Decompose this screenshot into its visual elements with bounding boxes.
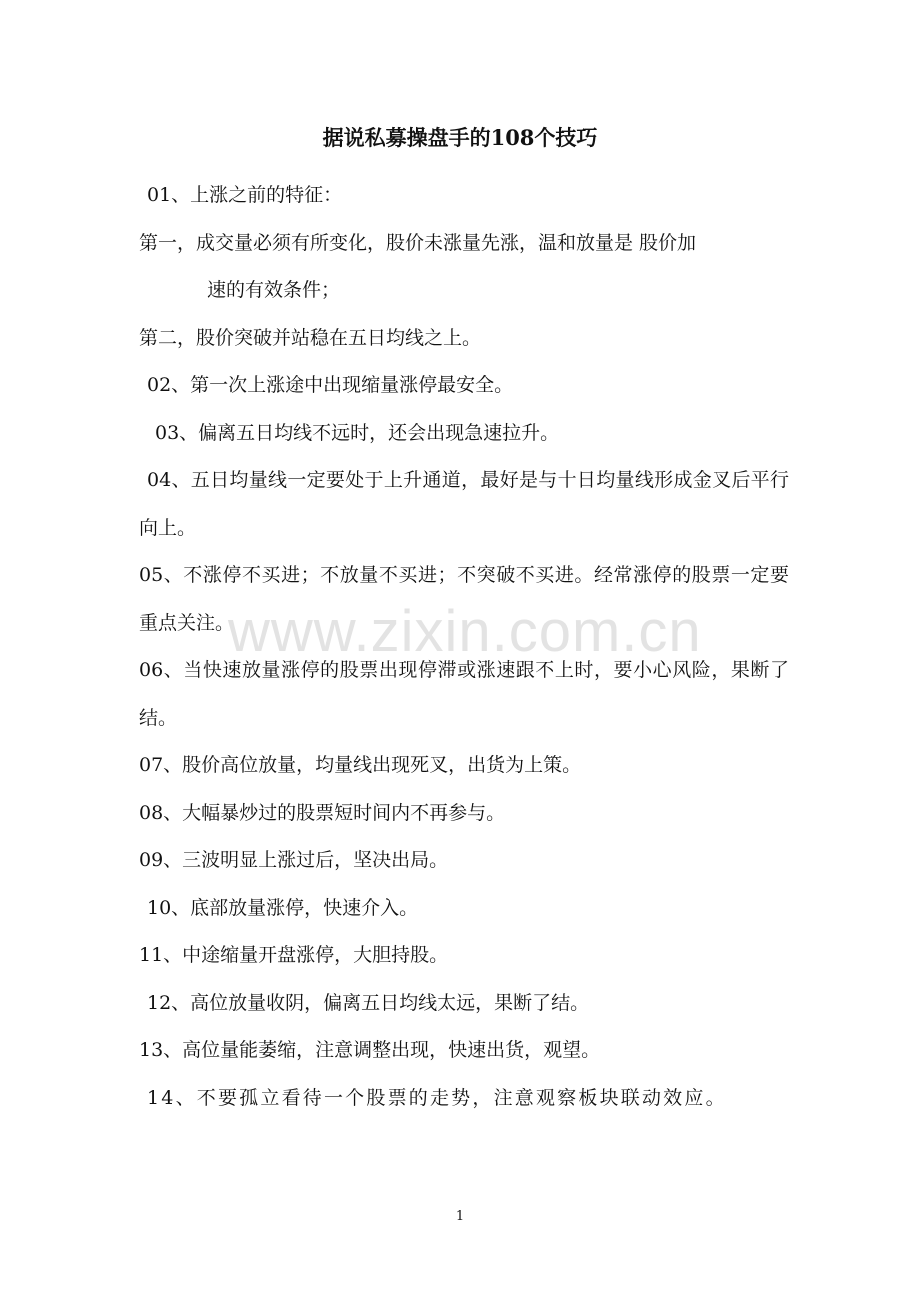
paragraph-05: 05、不涨停不买进；不放量不买进；不突破不买进。经常涨停的股票一定要重点关注。 bbox=[139, 564, 789, 634]
paragraph-02: 02、第一次上涨途中出现缩量涨停最安全。 bbox=[147, 374, 514, 396]
paragraph-01-second: 第二，股价突破并站稳在五日均线之上。 bbox=[139, 326, 482, 349]
paragraph-09: 09、三波明显上涨过后，坚决出局。 bbox=[139, 849, 449, 871]
watermark-text: www.zixin.com.cn bbox=[228, 599, 702, 664]
paragraph-10: 10、底部放量涨停，快速介入。 bbox=[147, 896, 419, 919]
page-number: 1 bbox=[455, 1209, 465, 1224]
paragraph-01-first-continuation: 速的有效条件； bbox=[207, 279, 341, 301]
paragraph-11: 11、中途缩量开盘涨停，大胆持股。 bbox=[139, 944, 449, 966]
paragraph-03: 03、偏离五日均线不远时，还会出现急速拉升。 bbox=[155, 421, 560, 444]
document-title: 据说私募操盘手的108个技巧 bbox=[322, 125, 598, 150]
paragraph-07: 07、股价高位放量，均量线出现死叉，出货为上策。 bbox=[139, 754, 582, 776]
paragraph-14: 14、不要孤立看待一个股票的走势，注意观察板块联动效应。 bbox=[147, 1086, 727, 1109]
paragraph-12: 12、高位放量收阴，偏离五日均线太远，果断了结。 bbox=[147, 991, 590, 1014]
paragraph-06: 06、当快速放量涨停的股票出现停滞或涨速跟不上时，要小心风险，果断了结。 bbox=[139, 659, 789, 729]
document-body bbox=[139, 172, 789, 1122]
paragraph-01: 01、上涨之前的特征： bbox=[147, 184, 343, 206]
paragraph-01-first bbox=[139, 220, 789, 315]
paragraph-13: 13、高位量能萎缩，注意调整出现，快速出货，观望。 bbox=[139, 1039, 601, 1061]
paragraph-08: 08、大幅暴炒过的股票短时间内不再参与。 bbox=[139, 801, 506, 824]
paragraph-01-first-line: 第一，成交量必须有所变化，股价未涨量先涨，温和放量是 股价加 bbox=[139, 231, 697, 254]
paragraph-04 bbox=[139, 457, 789, 552]
paragraph-04-text: 04、五日均量线一定要处于上升通道，最好是与十日均量线形成金叉后平行向上。 bbox=[139, 469, 789, 539]
